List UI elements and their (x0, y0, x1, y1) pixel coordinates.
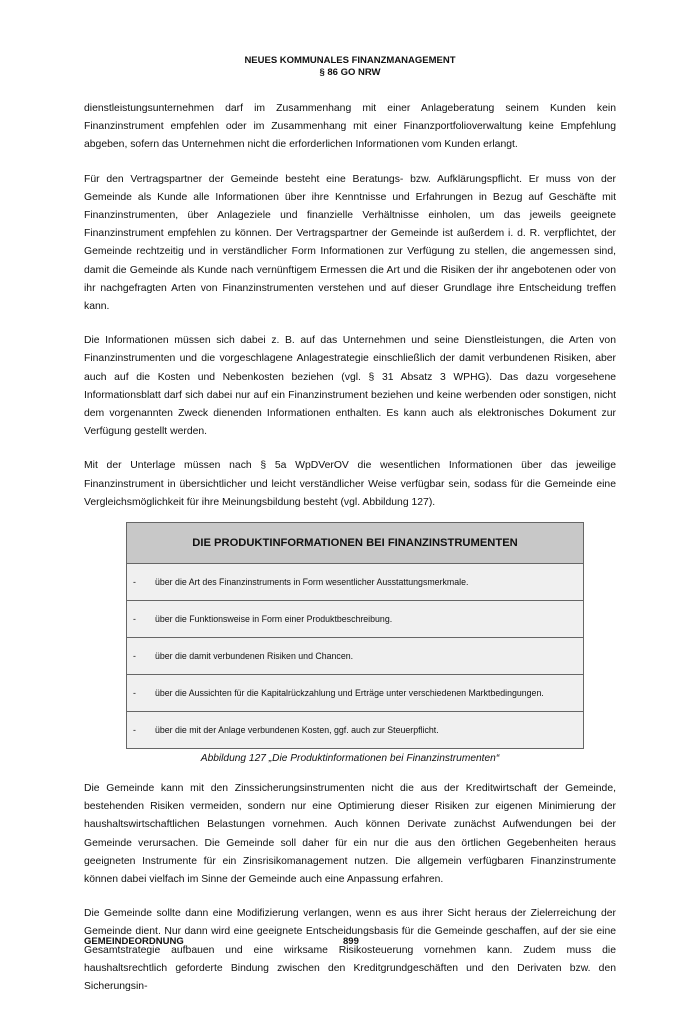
table-row-text: über die mit der Anlage verbundenen Kosten, ggf. auch zur Steuerpflicht. (155, 725, 439, 736)
page-number: 899 (343, 936, 359, 947)
table-row (127, 638, 584, 675)
table-row-text: über die damit verbundenen Risiken und Chancen. (155, 651, 354, 662)
table-row-text: über die Aussichten für die Kapitalrückzahlung und Erträge unter verschiedenen Marktbedingungen. (155, 688, 544, 699)
table-row (127, 601, 584, 638)
header-subtitle: § 86 GO NRW (319, 67, 381, 78)
table-row (127, 675, 584, 712)
footer-section-title: GEMEINDEORDNUNG (84, 936, 184, 947)
paragraph: Mit der Unterlage müssen nach § 5a WpDVerOV die wesentlichen Informationen über das jeweilige Finanzinstrument in übersichtlicher und leicht verständlicher Weise verfügbar sein, sodass für die Gemeinde eine Vergleichsmöglichkeit für ihre Meinungsbildung besteht (vgl. Abbildung 127). (84, 460, 616, 508)
table-row (127, 712, 584, 749)
paragraph: Die Gemeinde kann mit den Zinssicherungsinstrumenten nicht die aus der Kreditwirtschaft der Gemeinde, bestehenden Risiken vermeiden, sondern nur eine Optimierung dieser Risiken zur eigenen Minimierung der haushaltswirtschaftlichen Belastungen vornehmen. Auch können Derivate zunächst Aufwendungen bei der Gemeinde verursachen. Die Gemeinde soll daher für ein nur die aus den örtlichen Gegebenheiten heraus geeigneten Instrumente für ein Zinsrisikomanagement nutzen. Die allgemein verfügbaren Finanzinstrumente können dabei vielfach im Sinne der Gemeinde auch eine Anpassung erfahren. (84, 783, 616, 886)
product-info-table (126, 522, 584, 749)
bullet-dash: - (133, 651, 136, 662)
bullet-dash: - (133, 725, 136, 736)
figure-caption: Abbildung 127 „Die Produktinformationen bei Finanzinstrumenten“ (200, 753, 500, 765)
table-row-text: über die Art des Finanzinstruments in Form wesentlicher Ausstattungsmerkmale. (155, 577, 469, 588)
page-header (0, 55, 700, 79)
paragraph: Die Informationen müssen sich dabei z. B. auf das Unternehmen und seine Dienstleistungen, die Arten von Finanzinstrumenten und die vorgeschlagene Anlagestrategie einschließlich der damit verbundenen Risiken, aber auch auf die Kosten und Nebenkosten beziehen (vgl. § 31 Absatz 3 WPHG). Das dazu vorgesehene Informationsblatt darf sich dabei nur auf ein Finanzinstrument beziehen und keine werbenden oder sonstigen, nicht dem vorgenannten Zweck dienenden Informationen enthalten. Es kann auch als elektronisches Dokument zur Verfügung gestellt werden. (84, 335, 616, 438)
paragraph: Die Gemeinde sollte dann eine Modifizierung verlangen, wenn es aus ihrer Sicht heraus der Zielerreichung der Gemeinde dient. Nur dann wird eine geeignete Entscheidungsbasis für die Gemeinde geschaffen, auf der sie eine Gesamtstrategie aufbauen und eine wirksame Risikosteuerung vornehmen kann. Zudem muss die haushaltsrechtlich geforderte Bindung zwischen den Kreditgrundgeschäften und den Derivaten bzw. den Sicherungsin- (84, 908, 616, 993)
paragraph: dienstleistungsunternehmen darf im Zusammenhang mit einer Anlageberatung seinem Kunden kein Finanzinstrument empfehlen oder im Zusammenhang mit einer Finanzportfolioverwaltung keine Empfehlung abgeben, sofern das Unternehmen nicht die erforderlichen Informationen vom Kunden erlangt. (84, 103, 616, 151)
header-title: NEUES KOMMUNALES FINANZMANAGEMENT (244, 55, 456, 66)
table-title: DIE PRODUKTINFORMATIONEN BEI FINANZINSTRUMENTEN (127, 523, 584, 564)
bullet-dash: - (133, 577, 136, 588)
main-content (84, 100, 616, 1012)
bullet-dash: - (133, 688, 136, 699)
paragraph: Für den Vertragspartner der Gemeinde besteht eine Beratungs- bzw. Aufklärungspflicht. Er muss von der Gemeinde als Kunde alle Informationen über ihre Kenntnisse und Erfahrungen in Bezug auf Geschäfte mit Finanzinstrumenten, über Anlageziele und finanzielle Verhältnisse einholen, um das jeweils geeignete Finanzinstrument empfehlen zu können. Der Vertragspartner der Gemeinde ist außerdem i. d. R. verpflichtet, der Gemeinde rechtzeitig und in verständlicher Form Informationen zur Verfügung zu stellen, die angemessen sind, damit die Gemeinde als Kunde nach vernünftigem Ermessen die Art und die Risiken der ihr angebotenen oder von ihr nachgefragten Arten von Finanzinstrumenten verstehen und auf dieser Grundlage ihre Entscheidung treffen kann. (84, 173, 616, 313)
page-footer (84, 936, 616, 950)
table-row-text: über die Funktionsweise in Form einer Produktbeschreibung. (155, 614, 393, 625)
bullet-dash: - (133, 614, 136, 625)
table-row (127, 564, 584, 601)
